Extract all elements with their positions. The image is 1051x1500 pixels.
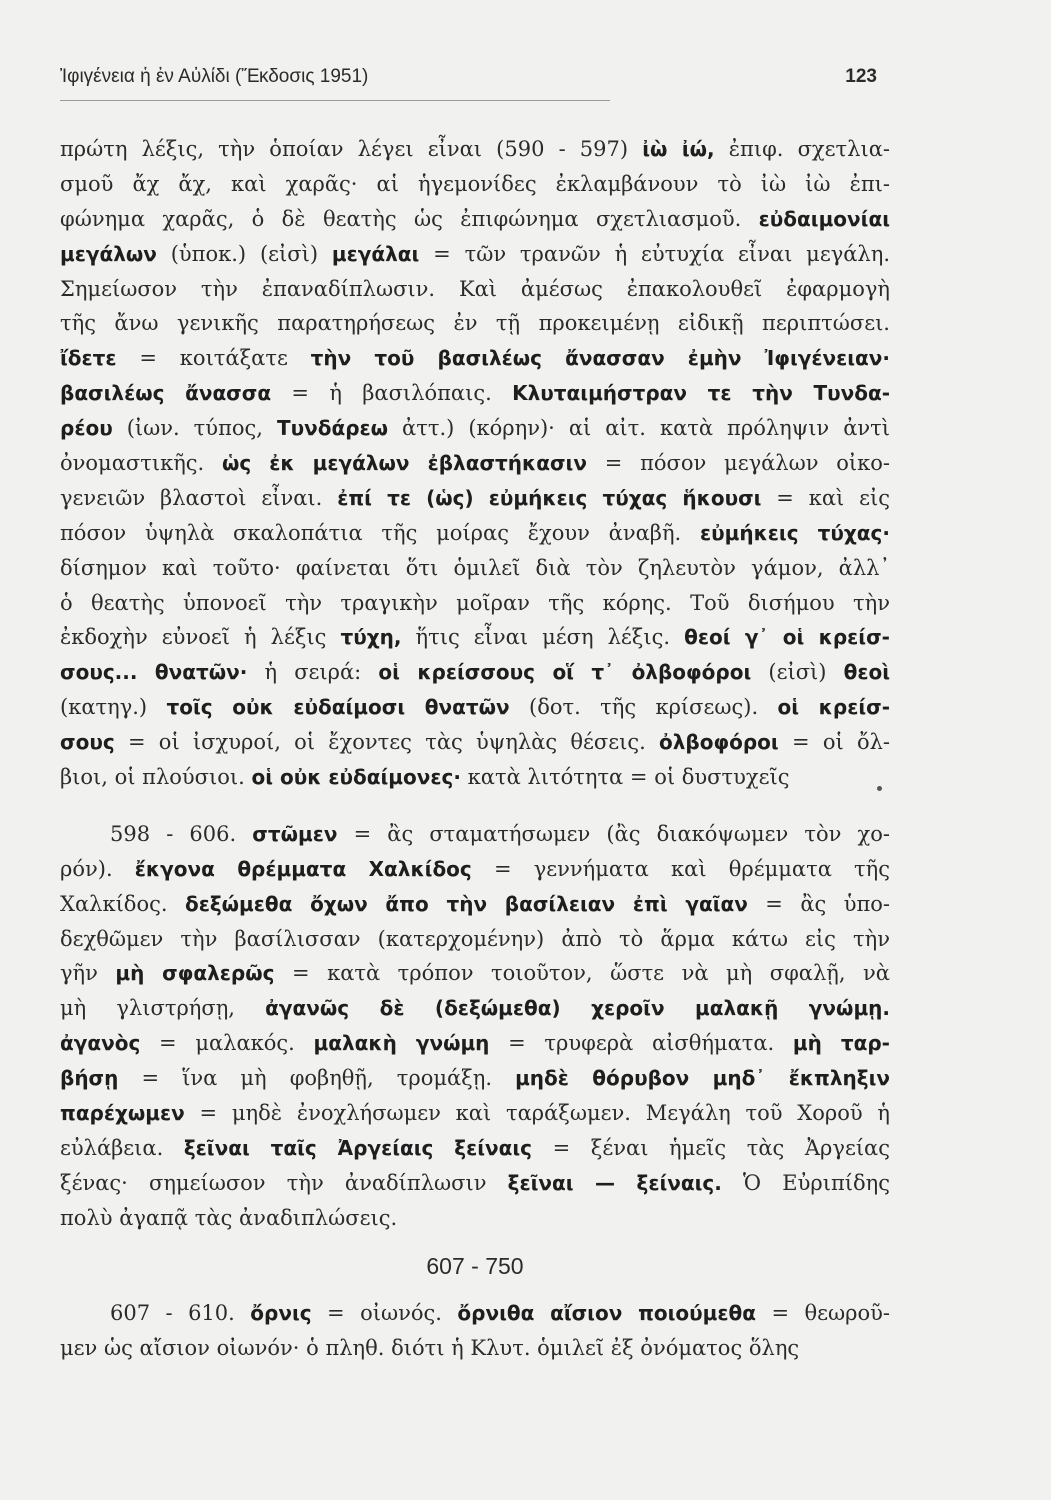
- lemma-bold: ξεῖναι ταῖς Ἀργείαις ξείναις: [183, 1135, 533, 1160]
- text-line: [60, 1096, 890, 1131]
- header-rule: [60, 100, 610, 101]
- lemma-bold: εὐδαιμονίαι: [758, 206, 890, 231]
- lemma-bold: ἰὼ ἰώ,: [642, 137, 715, 161]
- lemma-bold: οἱ κρείσσους οἵ τ᾽ ὀλβοφόροι: [378, 660, 752, 685]
- text-segment: = μαλακός.: [140, 1031, 314, 1056]
- text-segment: = ἵνα μὴ φοβηθῇ, τρομάξῃ.: [118, 1066, 516, 1091]
- lemma-bold: θεοί γ᾽ οἱ κρείσ-: [684, 625, 890, 650]
- text-line: [60, 690, 890, 725]
- lemma-bold: ὄρνιθα αἴσιον ποιούμεθα: [457, 1300, 757, 1325]
- text-segment: = οἰωνός.: [311, 1300, 458, 1325]
- text-segment: φώνημα χαρᾶς, ὁ δὲ θεατὴς ὡς ἐπιφώνημα σχετλιασμοῦ.: [60, 206, 759, 231]
- lemma-bold: μεγάλων: [60, 241, 157, 266]
- text-segment: γενειῶν βλαστοὶ εἶναι.: [60, 485, 338, 510]
- page-number: 123: [845, 66, 877, 87]
- lemma-bold: ξεῖναι — ξείναις.: [507, 1170, 722, 1195]
- text-segment: = πόσον μεγάλων οἰκο-: [586, 451, 890, 476]
- lemma-bold: μὴ ταρ-: [792, 1031, 890, 1056]
- lemma-bold: μηδὲ θόρυβον μηδ᾽ ἔκπληξιν: [515, 1066, 890, 1091]
- lemma-bold: εὐμήκεις τύχας·: [699, 520, 890, 545]
- text-segment: = ἂς ὑπο-: [747, 891, 890, 916]
- text-line: [60, 725, 890, 760]
- lemma-bold: σους: [60, 730, 115, 755]
- lemma-bold: τοῖς οὐκ εὐδαίμοσι θνατῶν: [166, 695, 510, 720]
- text-line: [60, 202, 890, 237]
- lemma-bold: Κλυταιμήστραν τε τὴν Τυνδα-: [512, 381, 890, 406]
- text-segment: ἐκδοχὴν εὐνοεῖ ἡ λέξις: [60, 625, 341, 650]
- lemma-bold: τύχη,: [340, 625, 402, 650]
- text-segment: Ὁ Εὐριπίδης: [721, 1170, 890, 1195]
- lemma-bold: ρέου: [60, 416, 113, 441]
- text-segment: μὴ γλιστρήσῃ,: [60, 996, 266, 1021]
- text-line: [60, 620, 890, 655]
- text-line: [60, 1331, 890, 1366]
- text-segment: ἥτις εἶναι μέση λέξις.: [401, 625, 685, 650]
- lemma-bold: παρέχωμεν: [60, 1101, 185, 1126]
- text-segment: γῆν: [60, 961, 116, 986]
- lemma-bold: σους... θνατῶν·: [60, 660, 248, 685]
- text-line: [60, 655, 890, 690]
- text-segment: ἐπιφ. σχετλια-: [714, 137, 890, 161]
- body-text: [60, 132, 890, 1365]
- text-line: [60, 1026, 890, 1061]
- lemma-bold: ὄρνις: [250, 1300, 312, 1325]
- text-segment: = καὶ εἰς: [761, 485, 890, 510]
- lemma-bold: οἱ κρείσ-: [777, 695, 890, 720]
- text-line: [60, 132, 890, 167]
- text-segment: (ἰων. τύπος,: [112, 416, 277, 441]
- text-segment: = ἂς σταματήσωμεν (ἂς διακόψωμεν τὸν χο-: [337, 821, 890, 846]
- text-line: [60, 922, 890, 957]
- text-segment: = οἱ ἰσχυροί, οἱ ἔχοντες τὰς ὑψηλὰς θέσεις.: [114, 730, 660, 755]
- text-line: [60, 1296, 890, 1331]
- text-line: [60, 411, 890, 446]
- text-line: [60, 516, 890, 551]
- lemma-bold: δεξώμεθα ὄχων ἄπο τὴν βασίλειαν ἐπὶ γαῖαν: [184, 891, 748, 916]
- text-line: [60, 1061, 890, 1096]
- text-segment: ἡ σειρά:: [247, 660, 379, 685]
- text-line: [60, 586, 890, 621]
- text-segment: δίσημον καὶ τοῦτο· φαίνεται ὅτι ὁμιλεῖ διὰ τὸν ζηλευτὸν γάμον, ἀλλ᾽: [60, 555, 890, 580]
- text-segment: = κοιτάξατε: [116, 346, 311, 371]
- text-line: [60, 1131, 890, 1166]
- lemma-bold: ἐπί τε (ὡς) εὐμήκεις τύχας ἥκουσι: [337, 485, 762, 510]
- lemma-bold: βασιλέως ἄνασσα: [60, 381, 272, 406]
- text-segment: πολὺ ἀγαπᾷ τὰς ἀναδιπλώσεις.: [60, 1205, 398, 1230]
- text-line: [60, 1166, 890, 1201]
- text-segment: βιοι, οἱ πλούσιοι.: [60, 765, 252, 790]
- paragraph-gap: [60, 795, 890, 817]
- text-segment: Χαλκίδος.: [60, 891, 185, 916]
- text-segment: (εἰσὶ): [751, 660, 844, 685]
- text-segment: 607 - 610.: [110, 1300, 251, 1325]
- text-segment: (ὑποκ.) (εἰσὶ): [156, 241, 332, 266]
- lemma-bold: ἔκγονα θρέμματα Χαλκίδος: [134, 856, 472, 881]
- lemma-bold: Τυνδάρεω: [276, 416, 389, 441]
- text-line: [60, 1201, 890, 1236]
- text-line: [60, 991, 890, 1026]
- running-head: [60, 66, 877, 96]
- text-line: [60, 272, 890, 307]
- text-line: [60, 887, 890, 922]
- text-segment: = οἱ ὄλ-: [778, 730, 890, 755]
- lemma-bold: ὡς ἐκ μεγάλων ἐβλαστήκασιν: [221, 451, 587, 476]
- lemma-bold: στῶμεν: [252, 821, 338, 846]
- text-segment: ἀττ.) (κόρην)· αἱ αἰτ. κατὰ πρόληψιν ἀντὶ: [388, 416, 890, 441]
- lemma-bold: τὴν τοῦ βασιλέως ἄνασσαν ἐμὴν Ἰφιγένειαν·: [310, 346, 890, 371]
- text-segment: = τῶν τρανῶν ἡ εὐτυχία εἶναι μεγάλη.: [419, 241, 890, 266]
- text-segment: (δοτ. τῆς κρίσεως).: [509, 695, 778, 720]
- text-segment: = κατὰ τρόπον τοιοῦτον, ὥστε νὰ μὴ σφαλῇ, νὰ: [274, 961, 890, 986]
- lemma-bold: μὴ σφαλερῶς: [115, 961, 275, 986]
- lemma-bold: οἱ οὐκ εὐδαίμονες·: [251, 765, 461, 790]
- text-segment: = θεωροῦ-: [756, 1300, 890, 1325]
- text-segment: = μηδὲ ἐνοχλήσωμεν καὶ ταράξωμεν. Μεγάλη τοῦ Χοροῦ ἡ: [184, 1101, 890, 1126]
- paragraph-commentary-598-606: [60, 817, 890, 1236]
- text-segment: δεχθῶμεν τὴν βασίλισσαν (κατερχομένην) ἀπὸ τὸ ἅρμα κάτω εἰς τὴν: [60, 926, 890, 951]
- paragraph-commentary-590-597: [60, 132, 890, 795]
- text-segment: Σημείωσον τὴν ἐπαναδίπλωσιν. Καὶ ἀμέσως ἐπακολουθεῖ ἐφαρμογὴ: [60, 276, 890, 301]
- margin-dot: [877, 786, 882, 791]
- text-line: [60, 306, 890, 341]
- text-line: [60, 481, 890, 516]
- text-line: [60, 551, 890, 586]
- text-line: [60, 167, 890, 202]
- text-segment: ὀνομαστικῆς.: [60, 451, 222, 476]
- lemma-bold: μεγάλαι: [331, 241, 420, 266]
- text-line: [60, 446, 890, 481]
- lemma-bold: μαλακὴ γνώμη: [313, 1031, 490, 1056]
- lemma-bold: ἀγανὸς: [60, 1031, 141, 1056]
- text-segment: ρόν).: [60, 856, 135, 881]
- text-segment: ξένας· σημείωσον τὴν ἀναδίπλωσιν: [60, 1170, 508, 1195]
- text-segment: = γεννήματα καὶ θρέμματα τῆς: [471, 856, 890, 881]
- text-segment: = ἡ βασιλόπαις.: [271, 381, 513, 406]
- paragraph-commentary-607-610: [60, 1296, 890, 1366]
- text-segment: πόσον ὑψηλὰ σκαλοπάτια τῆς μοίρας ἔχουν ἀναβῆ.: [60, 520, 700, 545]
- text-line: [60, 237, 890, 272]
- lemma-bold: ἴδετε: [60, 346, 117, 371]
- text-line: [60, 852, 890, 887]
- text-segment: (κατηγ.): [60, 695, 167, 720]
- text-segment: κατὰ λιτότητα = οἱ δυστυχεῖς: [460, 765, 790, 790]
- text-segment: μεν ὡς αἴσιον οἰωνόν· ὁ πληθ. διότι ἡ Κλυτ. ὁμιλεῖ ἐξ ὀνόματος ὅλης: [60, 1335, 800, 1360]
- lemma-bold: θεοὶ: [843, 660, 890, 685]
- text-segment: σμοῦ ἄχ ἄχ, καὶ χαρᾶς· αἱ ἡγεμονίδες ἐκλαμβάνουν τὸ ἰὼ ἰὼ ἐπι-: [60, 171, 890, 196]
- text-segment: εὐλάβεια.: [60, 1135, 184, 1160]
- text-segment: = ξέναι ἡμεῖς τὰς Ἀργείας: [532, 1135, 890, 1160]
- text-segment: ὁ θεατὴς ὑπονοεῖ τὴν τραγικὴν μοῖραν τῆς κόρης. Τοῦ δισήμου τὴν: [60, 590, 890, 615]
- text-line: [60, 760, 890, 795]
- text-segment: 598 - 606.: [110, 821, 253, 846]
- section-heading: 607 - 750: [426, 1252, 524, 1279]
- text-segment: τῆς ἄνω γενικῆς παρατηρήσεως ἐν τῇ προκειμένῃ εἰδικῇ περιπτώσει.: [60, 311, 890, 336]
- text-segment: = τρυφερὰ αἰσθήματα.: [489, 1031, 793, 1056]
- running-title: Ἰφιγένεια ἡ ἐν Αὐλίδι (Ἔκδοσις 1951): [60, 66, 369, 87]
- lemma-bold: ὀλβοφόροι: [659, 730, 779, 755]
- text-line: [60, 376, 890, 411]
- text-line: [60, 341, 890, 376]
- lemma-bold: βήσῃ: [60, 1066, 119, 1091]
- text-line: [60, 956, 890, 991]
- text-segment: πρώτη λέξις, τὴν ὁποίαν λέγει εἶναι (590 - 597): [60, 137, 643, 161]
- text-line: [60, 817, 890, 852]
- lemma-bold: ἀγανῶς δὲ (δεξώμεθα) χεροῖν μαλακῇ γνώμῃ.: [265, 996, 890, 1021]
